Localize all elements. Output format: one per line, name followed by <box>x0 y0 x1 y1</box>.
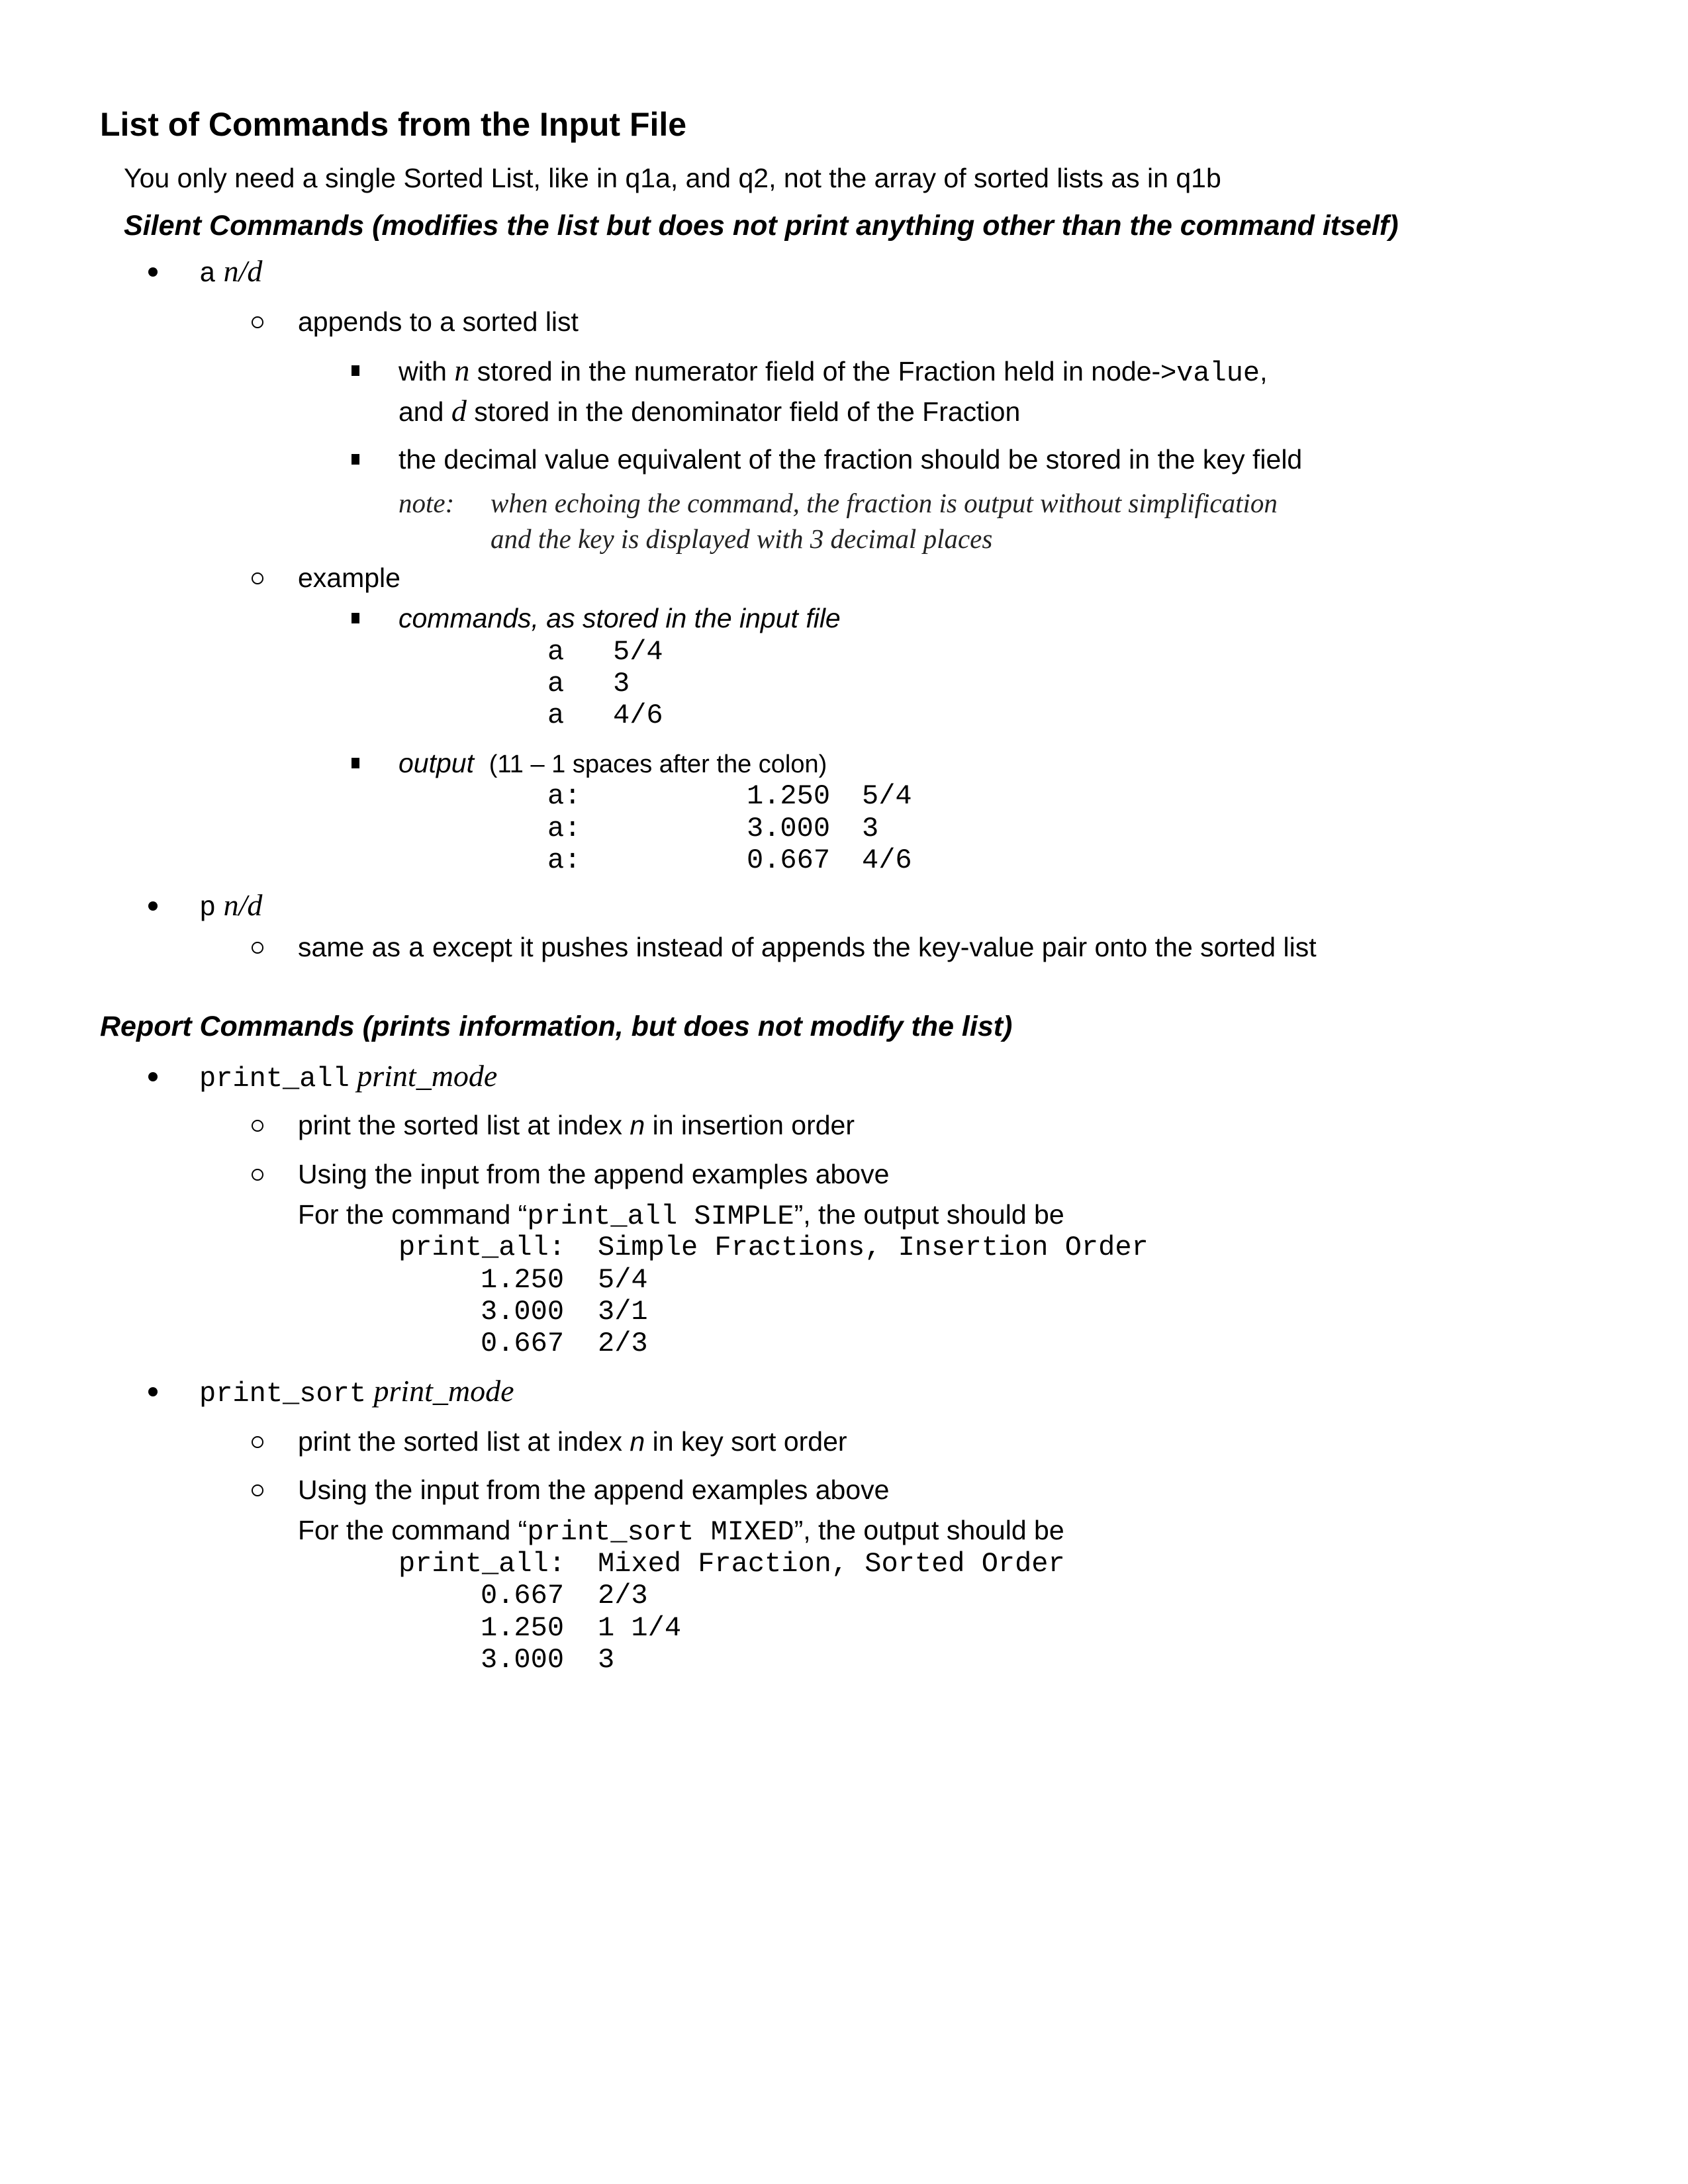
output-frac: 2/3 <box>598 1580 648 1612</box>
bullet-icon <box>148 1072 158 1081</box>
print-all-output-head: print_all: <box>399 1232 566 1263</box>
appends-text: appends to a sorted list <box>298 306 579 337</box>
output-key: 1.250 <box>481 1612 565 1644</box>
output-label: output (11 – 1 spaces after the colon) <box>399 748 827 778</box>
print-sort-output-head: print_all: <box>399 1548 566 1580</box>
push-description: same as a except it pushes instead of appends the key-value pair onto the sorted list <box>298 932 1317 965</box>
output-frac: 2/3 <box>598 1328 648 1359</box>
output-key: 0.667 <box>481 1580 565 1612</box>
output-key: 0.667 <box>481 1328 565 1359</box>
command-line-cmd: a <box>547 668 565 700</box>
command-p: p n/d <box>199 888 263 924</box>
output-frac: 3 <box>598 1644 615 1676</box>
decimal-text: the decimal value equivalent of the fraction should be stored in the key field <box>399 444 1303 475</box>
square-bullet-icon <box>352 365 359 376</box>
command-print-sort: print_sort print_mode <box>199 1374 514 1410</box>
note-label: note: <box>399 488 455 518</box>
output-cmd: a: <box>547 780 581 812</box>
commands-label: commands, as stored in the input file <box>399 603 841 633</box>
output-frac: 1 1/4 <box>598 1612 682 1644</box>
print-all-for-command: For the command “print_all SIMPLE”, the output should be <box>298 1199 1064 1232</box>
page-title: List of Commands from the Input File <box>100 106 687 143</box>
square-bullet-icon <box>352 758 359 768</box>
example-label: example <box>298 563 400 593</box>
note-line-2: and the key is displayed with 3 decimal places <box>491 523 993 554</box>
denominator-text: and d stored in the denominator field of the Fraction <box>399 394 1021 428</box>
command-a: a n/d <box>199 254 263 290</box>
output-key: 3.000 <box>747 813 831 844</box>
circle-bullet-icon <box>252 1169 263 1181</box>
output-frac: 5/4 <box>862 780 912 812</box>
command-line-cmd: a <box>547 700 565 731</box>
command-line-cmd: a <box>547 636 565 668</box>
silent-commands-heading: Silent Commands (modifies the list but does not print anything other than the command itself) <box>124 210 1399 242</box>
square-bullet-icon <box>352 613 359 623</box>
circle-bullet-icon <box>252 1120 263 1132</box>
bullet-icon <box>148 267 158 277</box>
note-line-1: when echoing the command, the fraction is output without simplification <box>491 488 1278 518</box>
circle-bullet-icon <box>252 1484 263 1496</box>
circle-bullet-icon <box>252 316 263 328</box>
output-frac: 4/6 <box>862 844 912 876</box>
output-key: 1.250 <box>481 1264 565 1296</box>
output-frac: 3/1 <box>598 1296 648 1328</box>
command-line-arg: 3 <box>613 668 630 700</box>
output-cmd: a: <box>547 813 581 844</box>
print-sort-description: print the sorted list at index n in key sort order <box>298 1426 847 1457</box>
print-sort-using: Using the input from the append examples above <box>298 1475 890 1505</box>
print-all-using: Using the input from the append examples above <box>298 1159 890 1189</box>
circle-bullet-icon <box>252 942 263 954</box>
output-frac: 5/4 <box>598 1264 648 1296</box>
output-key: 3.000 <box>481 1644 565 1676</box>
report-commands-heading: Report Commands (prints information, but does not modify the list) <box>100 1011 1013 1042</box>
square-bullet-icon <box>352 454 359 465</box>
command-line-arg: 4/6 <box>613 700 663 731</box>
circle-bullet-icon <box>252 572 263 584</box>
output-frac: 3 <box>862 813 879 844</box>
output-cmd: a: <box>547 844 581 876</box>
output-key: 3.000 <box>481 1296 565 1328</box>
output-key: 0.667 <box>747 844 831 876</box>
print-sort-for-command: For the command “print_sort MIXED”, the output should be <box>298 1515 1064 1548</box>
print-all-description: print the sorted list at index n in insertion order <box>298 1110 855 1140</box>
bullet-icon <box>148 1387 158 1396</box>
intro-text: You only need a single Sorted List, like in q1a, and q2, not the array of sorted lists as in q1b <box>124 163 1221 193</box>
output-key: 1.250 <box>747 780 831 812</box>
print-all-output-title: Simple Fractions, Insertion Order <box>598 1232 1149 1263</box>
numerator-text: with n stored in the numerator field of the Fraction held in node->value, <box>399 353 1268 389</box>
command-print-all: print_all print_mode <box>199 1059 498 1095</box>
circle-bullet-icon <box>252 1436 263 1448</box>
print-sort-output-title: Mixed Fraction, Sorted Order <box>598 1548 1065 1580</box>
command-line-arg: 5/4 <box>613 636 663 668</box>
bullet-icon <box>148 901 158 911</box>
